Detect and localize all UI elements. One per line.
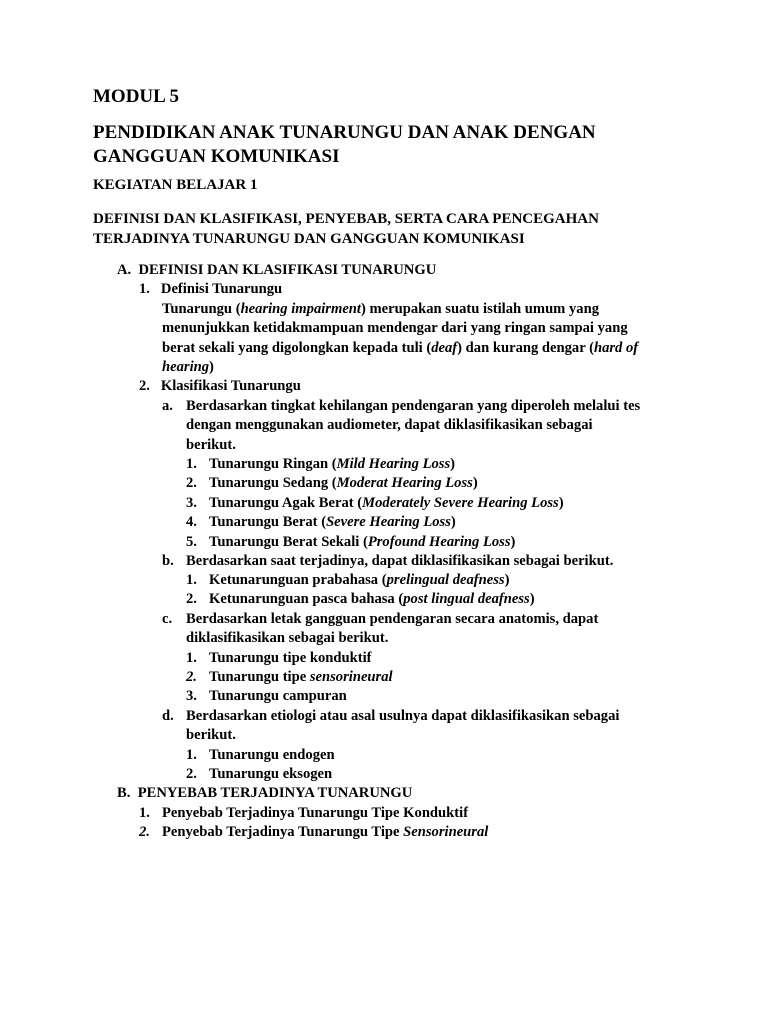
text-run: ): [450, 514, 456, 531]
text-run: Penyebab Terjadinya Tunarungu Tipe Konduktif: [162, 804, 469, 821]
module-title-line-1: PENDIDIKAN ANAK TUNARUNGU DAN ANAK DENGAN: [93, 122, 596, 143]
list-marker: 2.: [186, 591, 197, 608]
section-a-title: DEFINISI DAN KLASIFIKASI TUNARUNGU: [138, 262, 437, 278]
list-marker: 3.: [186, 688, 197, 705]
list-marker: 1.: [186, 746, 197, 763]
list-marker: 1.: [186, 572, 197, 588]
text-run: ): [529, 591, 535, 608]
section-heading-line-1: DEFINISI DAN KLASIFIKASI, PENYEBAB, SERTA CARA PENCEGAHAN: [93, 211, 599, 227]
activity-label: KEGIATAN BELAJAR 1: [93, 177, 258, 193]
text-run: Berdasarkan tingkat kehilangan pendengaran yang diperoleh melalui tes: [186, 397, 641, 414]
italic-term: Severe Hearing Loss: [326, 514, 451, 531]
italic-term: post lingual deafness: [403, 591, 530, 608]
text-run: Tunarungu Agak Berat (: [209, 494, 363, 511]
text-run: Tunarungu Berat (: [209, 514, 327, 531]
item-text: [209, 766, 332, 782]
text-run: Penyebab Terjadinya Tunarungu Tipe: [162, 824, 404, 841]
italic-term: hearing: [162, 359, 210, 375]
text-run: ): [558, 494, 564, 511]
item-text: [209, 572, 509, 588]
text-run: Berdasarkan letak gangguan pendengaran secara anatomis, dapat: [186, 610, 599, 627]
list-item-definisi: [139, 280, 282, 299]
list-marker: d.: [162, 707, 174, 724]
list-marker: 2.: [139, 378, 150, 395]
italic-term: hearing impairment: [240, 300, 361, 317]
text-run: Berdasarkan etiologi atau asal usulnya dapat diklasifikasikan sebagai: [186, 707, 620, 724]
text-run: Ketunarunguan prabahasa (: [209, 572, 387, 588]
sublist-c-line-2: diklasifikasikan sebagai berikut.: [186, 630, 389, 647]
list-marker: a.: [162, 397, 173, 414]
italic-term: hard of: [593, 339, 639, 356]
italic-term: Moderat Hearing Loss: [336, 475, 473, 492]
italic-term: Profound Hearing Loss: [367, 533, 511, 550]
list-item: [139, 823, 488, 842]
text-run: Tunarungu tipe konduktif: [209, 649, 372, 666]
list-item: [186, 687, 347, 706]
sublist-a-line-2: dengan menggunakan audiometer, dapat diklasifikasikan sebagai: [186, 417, 593, 434]
definition-line-4: [162, 358, 214, 377]
item-text: [209, 747, 335, 763]
list-marker: 1.: [186, 456, 197, 472]
list-item-klasifikasi: [139, 377, 301, 396]
list-item: [186, 590, 535, 609]
section-b-title: PENYEBAB TERJADINYA TUNARUNGU: [137, 785, 413, 802]
list-marker: b.: [162, 552, 174, 569]
list-item: [186, 494, 564, 513]
list-marker: B.: [117, 785, 131, 802]
text-run: Tunarungu Ringan (: [209, 456, 337, 472]
text-run: ): [510, 533, 516, 550]
text-run: ): [504, 572, 510, 588]
list-marker: c.: [162, 610, 173, 627]
item-text: [209, 514, 456, 530]
sublist-c-line-1: [162, 610, 598, 629]
list-marker: 4.: [186, 514, 197, 531]
sublist-a-line-1: [162, 397, 640, 416]
text-run: ): [209, 359, 214, 375]
sublist-d-line-1: [162, 707, 619, 726]
list-item: [186, 765, 332, 784]
list-marker: 3.: [186, 494, 197, 511]
list-item: [186, 513, 456, 532]
item-text: [209, 495, 564, 511]
italic-term: Sensorineural: [403, 824, 489, 841]
text-run: Tunarungu eksogen: [209, 766, 333, 782]
item-text: [162, 805, 468, 821]
list-marker: 1.: [139, 804, 150, 821]
definition-line-2: menunjukkan ketidakmampuan mendengar dari yang ringan sampai yang: [162, 320, 628, 337]
module-title: [93, 121, 693, 169]
item-text: [209, 475, 478, 491]
item-title: Definisi Tunarungu: [160, 281, 283, 298]
item-text: [209, 669, 393, 685]
item-text: [209, 534, 515, 550]
list-item: [186, 533, 515, 552]
italic-term: sensorineural: [309, 669, 393, 685]
list-item: [186, 571, 509, 590]
section-heading: [93, 209, 599, 249]
text-run: berat sekali yang digolongkan kepada tuli (: [162, 339, 432, 356]
text-run: Berdasarkan saat terjadinya, dapat diklasifikasikan sebagai berikut.: [186, 552, 614, 569]
section-a-heading: [117, 261, 436, 280]
item-text: [209, 650, 372, 666]
list-marker: 1.: [139, 281, 150, 298]
module-title-line-2: GANGGUAN KOMUNIKASI: [93, 146, 340, 167]
text-run: Tunarungu Sedang (: [209, 475, 337, 492]
definition-line-3: [162, 339, 638, 358]
italic-term: Moderately Severe Hearing Loss: [362, 494, 559, 511]
list-item: [186, 474, 478, 493]
list-marker: 2.: [186, 766, 197, 782]
text-run: Tunarungu tipe: [209, 669, 310, 685]
text-run: ) merupakan suatu istilah umum yang: [360, 300, 599, 317]
text-run: ): [450, 456, 456, 472]
item-text: [209, 591, 535, 607]
italic-term: deaf: [431, 339, 458, 356]
sublist-d-line-2: berikut.: [186, 727, 236, 744]
italic-term: Mild Hearing Loss: [336, 456, 451, 472]
list-marker: 2.: [186, 475, 197, 492]
text-run: ): [472, 475, 478, 492]
section-b-heading: [117, 784, 412, 803]
item-text: [162, 824, 488, 840]
text-run: Tunarungu (: [162, 300, 241, 317]
text-run: Tunarungu endogen: [209, 746, 335, 763]
definition-line-1: [162, 300, 599, 319]
text-run: Tunarungu campuran: [209, 688, 347, 705]
list-item: [186, 668, 393, 687]
sublist-b-line-1: [162, 552, 613, 571]
list-marker: 5.: [186, 533, 197, 550]
list-item: [139, 804, 468, 823]
text-run: ) dan kurang dengar (: [457, 339, 594, 356]
italic-term: prelingual deafness: [386, 572, 505, 588]
module-label: MODUL 5: [93, 86, 180, 107]
item-title: Klasifikasi Tunarungu: [160, 378, 301, 395]
item-text: [209, 688, 347, 704]
text-run: Ketunarunguan pasca bahasa (: [209, 591, 404, 608]
text-run: Tunarungu Berat Sekali (: [209, 533, 368, 550]
list-marker: 1.: [186, 649, 197, 666]
list-marker: 2.: [139, 824, 150, 841]
list-item: [186, 746, 335, 765]
list-marker: 2.: [186, 669, 197, 685]
section-heading-line-2: TERJADINYA TUNARUNGU DAN GANGGUAN KOMUNIKASI: [93, 231, 525, 247]
list-marker: A.: [117, 262, 132, 278]
list-item: [186, 649, 372, 668]
sublist-a-line-3: berikut.: [186, 436, 236, 453]
item-text: [209, 456, 455, 472]
list-item: [186, 455, 455, 474]
